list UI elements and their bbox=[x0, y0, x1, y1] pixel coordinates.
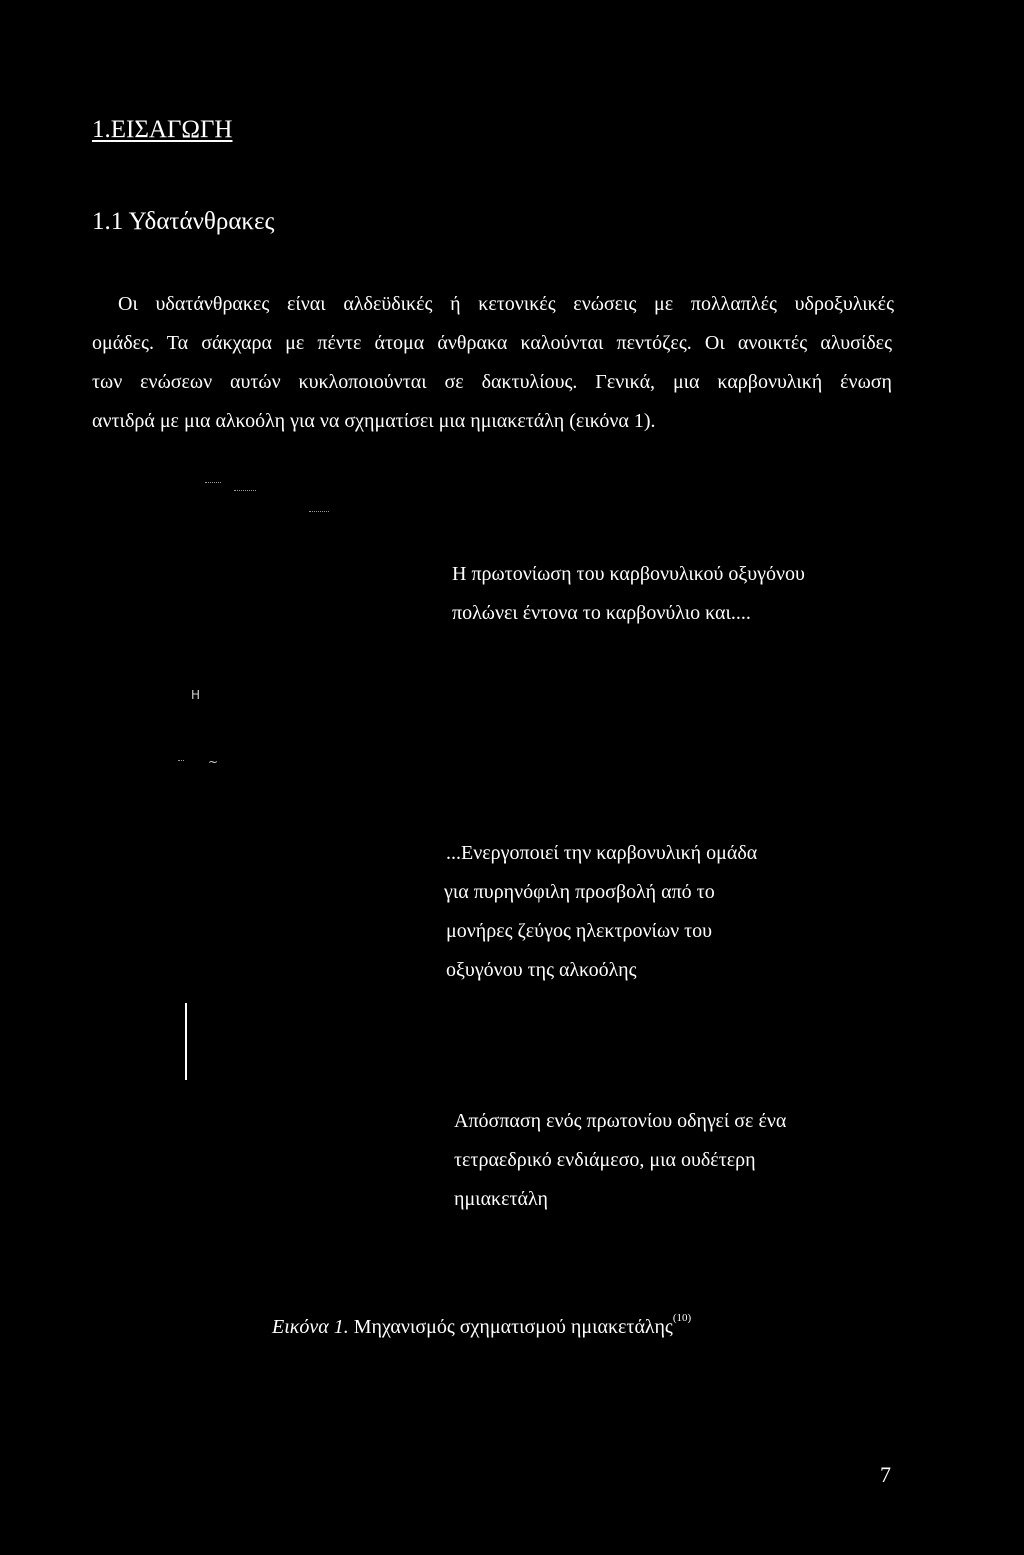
figure-caption bbox=[272, 1312, 692, 1339]
figure-annotation-line: Απόσπαση ενός πρωτονίου οδηγεί σε ένα bbox=[454, 1110, 787, 1132]
caption-label: Εικόνα 1. bbox=[272, 1316, 349, 1338]
bond-squiggle: ~ bbox=[208, 755, 219, 769]
paragraph-line: αντιδρά με μια αλκοόλη για να σχηματίσει μια ημιακετάλη (εικόνα 1). bbox=[92, 410, 656, 432]
section-title: 1.1 Υδατάνθρακες bbox=[92, 208, 275, 235]
figure-annotation-line: μονήρες ζεύγος ηλεκτρονίων του bbox=[446, 920, 713, 942]
chapter-title: 1.ΕΙΣΑΓΩΓΗ bbox=[92, 116, 233, 143]
figure-annotation-line: ...Ενεργοποιεί την καρβονυλική ομάδα bbox=[446, 842, 758, 864]
structure-fragment bbox=[205, 482, 221, 483]
paragraph-line: ομάδες. Τα σάκχαρα με πέντε άτομα άνθρακα καλούνται πεντόζες. Οι ανοικτές αλυσίδες bbox=[92, 332, 892, 354]
figure-annotation-line: οξυγόνου της αλκοόλης bbox=[446, 959, 637, 981]
figure-annotation-line: τετραεδρικό ενδιάμεσο, μια ουδέτερη bbox=[454, 1149, 756, 1171]
paragraph-line: των ενώσεων αυτών κυκλοποιούνται σε δακτυλίους. Γενικά, μια καρβονυλική ένωση bbox=[92, 371, 892, 393]
page-number: 7 bbox=[880, 1462, 891, 1487]
caption-reference: (10) bbox=[672, 1312, 692, 1325]
reaction-arrow-line bbox=[185, 1003, 187, 1080]
figure-annotation-line: Η πρωτονίωση του καρβονυλικού οξυγόνου bbox=[452, 563, 805, 585]
structure-fragment bbox=[234, 490, 256, 491]
figure-annotation-line: ημιακετάλη bbox=[454, 1188, 549, 1210]
figure-annotation-line: για πυρηνόφιλη προσβολή από το bbox=[444, 881, 715, 903]
hydrogen-atom-label: H bbox=[191, 688, 201, 702]
caption-text: Μηχανισμός σχηματισμού ημιακετάλης bbox=[353, 1316, 673, 1338]
figure-annotation-line: πολώνει έντονα το καρβονύλιο και.... bbox=[452, 602, 751, 624]
structure-fragment bbox=[309, 511, 329, 512]
structure-fragment bbox=[178, 760, 184, 761]
paragraph-line: Οι υδατάνθρακες είναι αλδεϋδικές ή κετονικές ενώσεις με πολλαπλές υδροξυλικές bbox=[118, 293, 894, 315]
